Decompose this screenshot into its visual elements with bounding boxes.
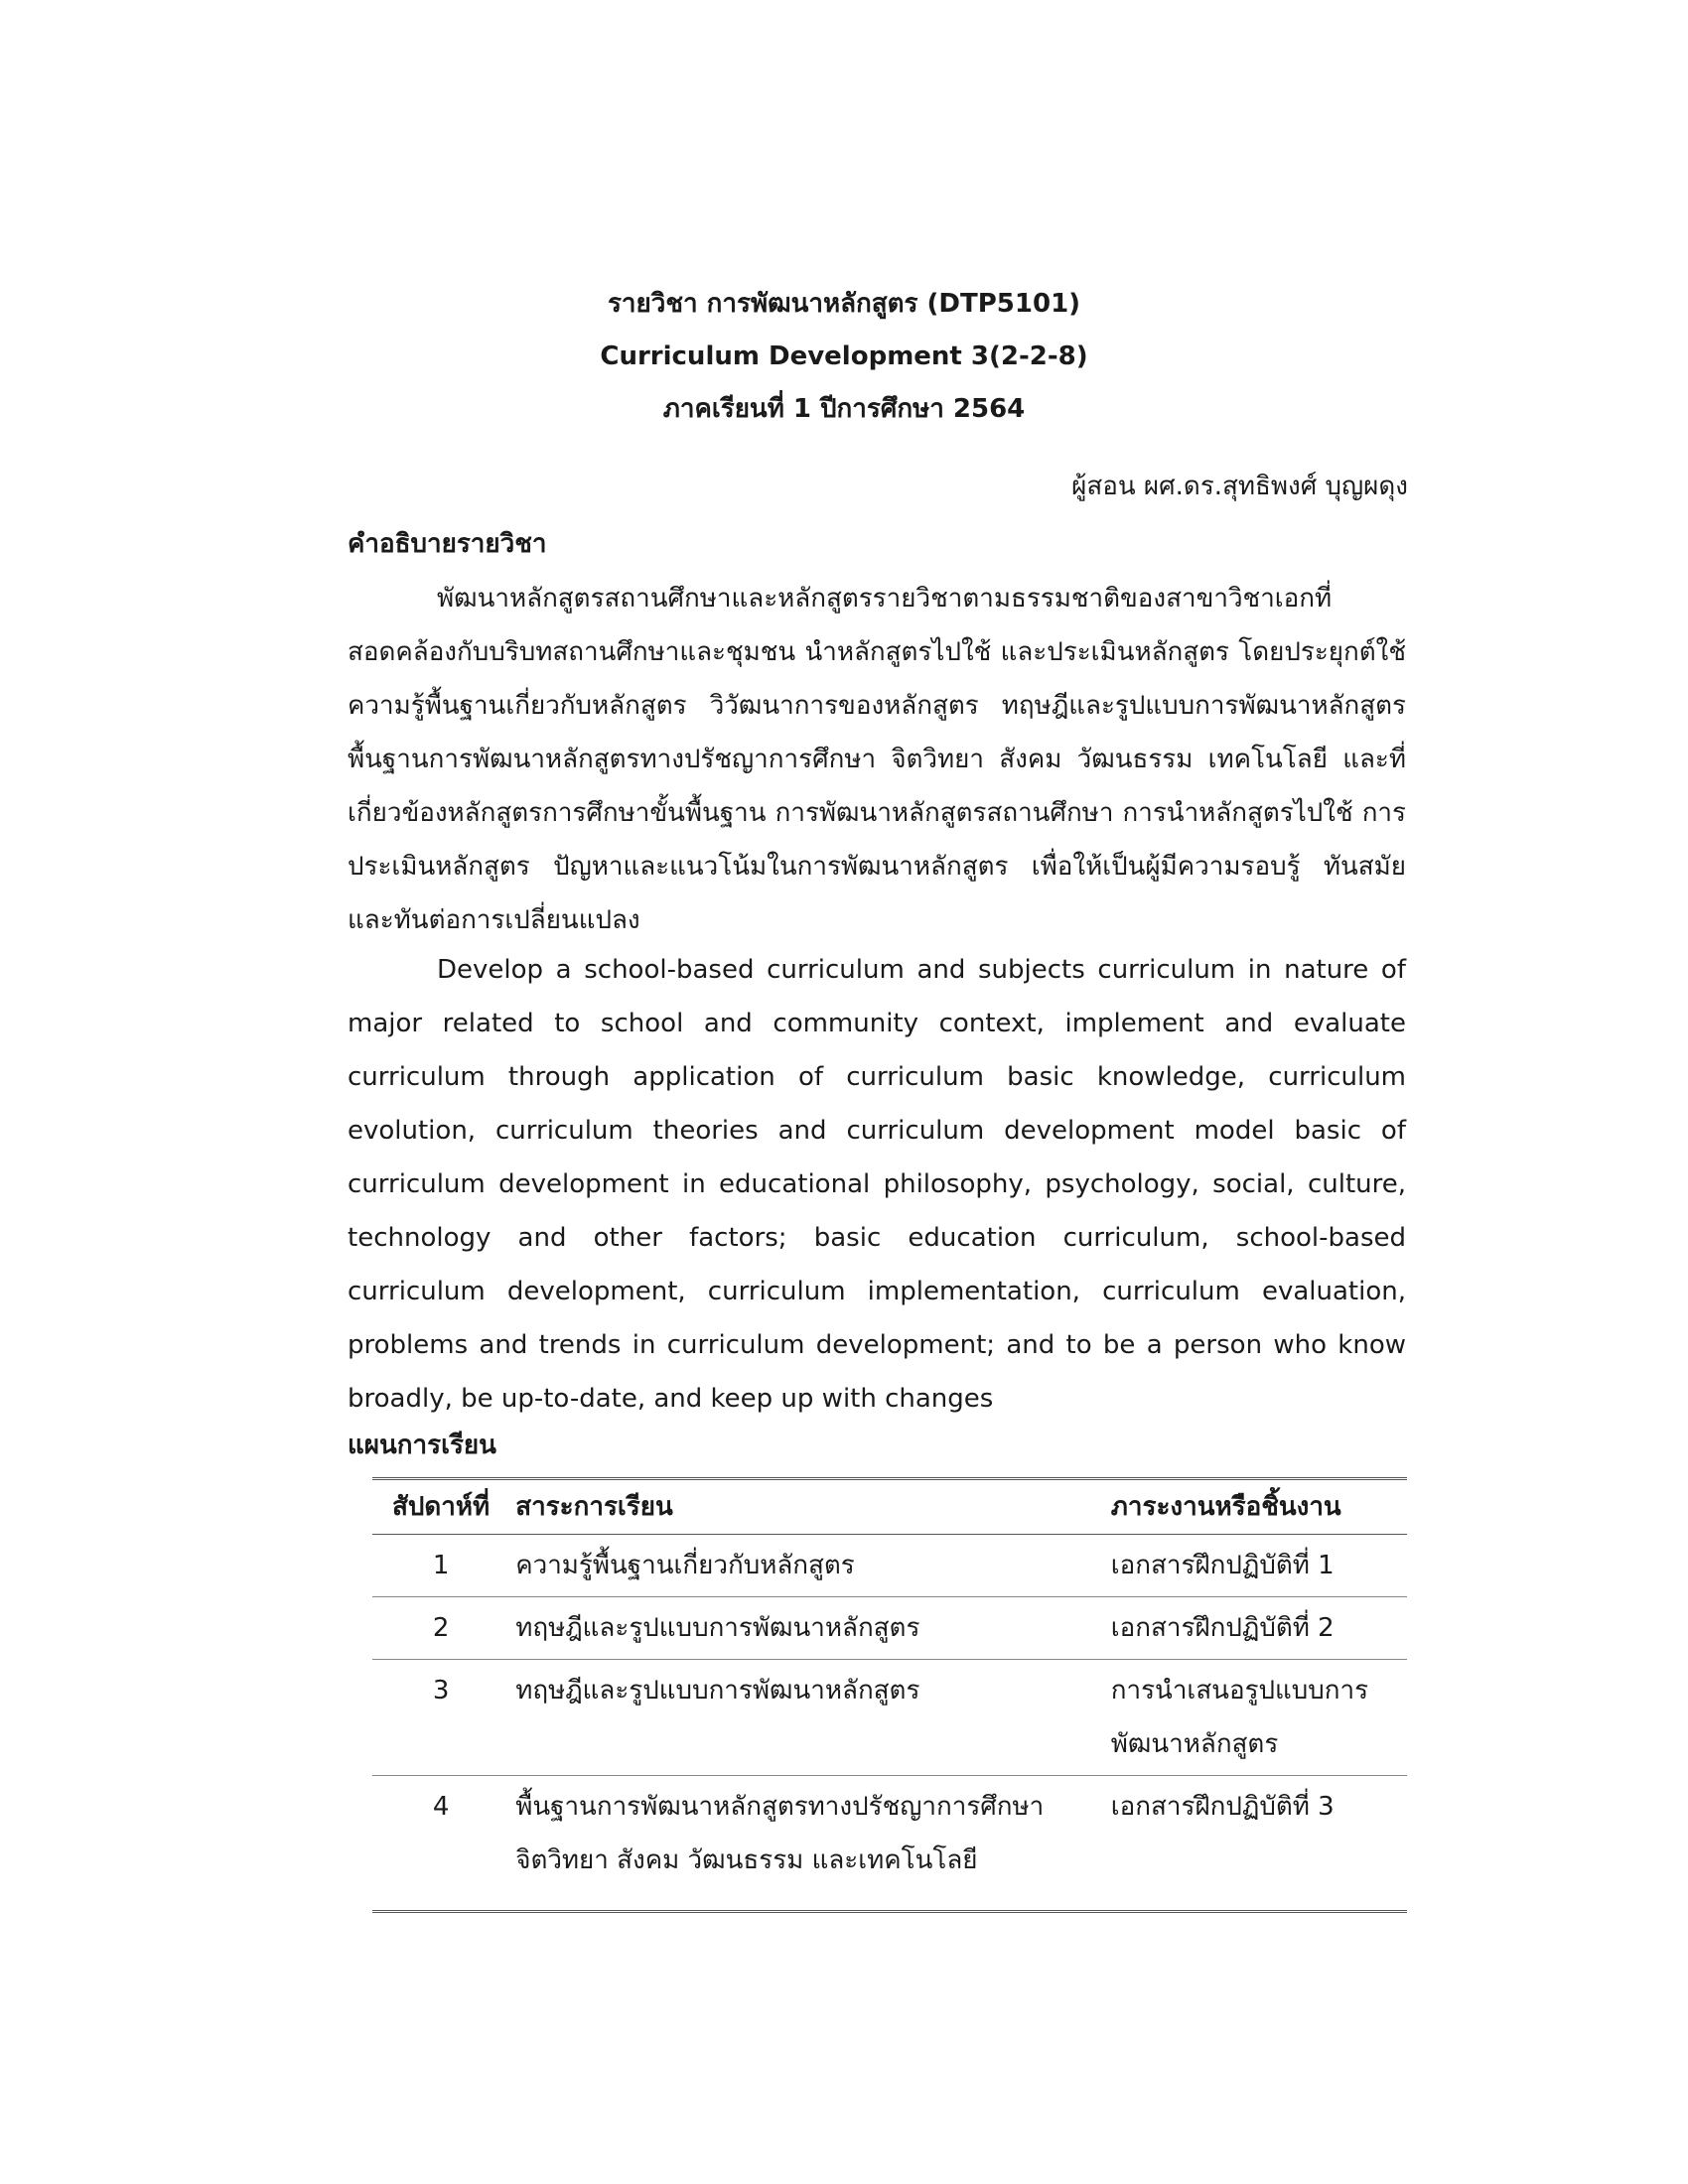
table-row: [372, 1535, 1407, 1597]
table-row: [372, 1660, 1407, 1776]
cell-week: 4: [432, 1792, 450, 1822]
table-header-row: [372, 1479, 1407, 1535]
cell-content: ทฤษฎีและรูปแบบการพัฒนาหลักสูตร: [515, 1676, 920, 1706]
thai-description-text: พัฒนาหลักสูตรสถานศึกษาและหลักสูตรรายวิชาตามธรรมชาติของสาขาวิชาเอกที่สอดคล้องกับบริบทสถานศึกษาและชุมชน นำหลักสูตรไปใช้ และประเมินหลักสูตร โดยประยุกต์ใช้ความรู้พื้นฐานเกี่ยวกับหลักสูตร วิวัฒนาการของหลักสูตร ทฤษฎีและรูปแบบการพัฒนาหลักสูตร พื้นฐานการพัฒนาหลักสูตรทางปรัชญาการศึกษา จิตวิทยา สังคม วัฒนธรรม เทคโนโลยี และที่เกี่ยวข้องหลักสูตรการศึกษาขั้นพื้นฐาน การพัฒนาหลักสูตรสถานศึกษา การนำหลักสูตรไปใช้ การประเมินหลักสูตร ปัญหาและแนวโน้มในการพัฒนาหลักสูตร เพื่อให้เป็นผู้มีความรอบรู้ ทันสมัยและทันต่อการเปลี่ยนแปลง: [348, 584, 1406, 935]
plan-heading: แผนการเรียน: [348, 1431, 496, 1460]
table-bottom-rule: [372, 1910, 1407, 1913]
cell-content: ทฤษฎีและรูปแบบการพัฒนาหลักสูตร: [515, 1613, 920, 1643]
cell-task: เอกสารฝึกปฏิบัติที่ 2: [1110, 1613, 1335, 1643]
cell-content: พื้นฐานการพัฒนาหลักสูตรทางปรัชญาการศึกษา จิตวิทยา สังคม วัฒนธรรม และเทคโนโลยี: [515, 1792, 1045, 1875]
title-block: [0, 278, 1688, 436]
course-title-english: Curriculum Development 3(2-2-8): [600, 341, 1088, 371]
cell-task: เอกสารฝึกปฏิบัติที่ 1: [1110, 1551, 1335, 1580]
cell-task: การนำเสนอรูปแบบการพัฒนาหลักสูตร: [1110, 1676, 1369, 1759]
thai-description: [348, 572, 1406, 947]
cell-task: เอกสารฝึกปฏิบัติที่ 3: [1110, 1792, 1335, 1822]
cell-week: 1: [432, 1551, 450, 1580]
cell-week: 2: [432, 1613, 450, 1643]
table-row: [372, 1776, 1407, 1892]
table-row: [372, 1597, 1407, 1660]
study-plan-table-wrapper: [372, 1477, 1407, 1891]
header-content: สาระการเรียน: [515, 1492, 673, 1522]
cell-content: ความรู้พื้นฐานเกี่ยวกับหลักสูตร: [515, 1551, 855, 1580]
cell-week: 3: [432, 1676, 450, 1706]
instructor-name: ผู้สอน ผศ.ดร.สุทธิพงศ์ บุญผดุง: [1071, 472, 1408, 501]
english-description-text: Develop a school-based curriculum and subjects curriculum in nature of major related to school and community context, implement and evaluate curriculum through application of curriculum basic knowledge, curriculum evolution, curriculum theories and curriculum development model basic of curriculum development in educational philosophy, psychology, social, culture, technology and other factors; basic education curriculum, school-based curriculum development, curriculum implementation, curriculum evaluation, problems and trends in curriculum development; and to be a person who know broadly, be up-to-date, and keep up with changes: [348, 955, 1406, 1414]
semester-label: ภาคเรียนที่ 1 ปีการศึกษา 2564: [662, 394, 1026, 424]
header-task: ภาระงานหรือชิ้นงาน: [1110, 1492, 1341, 1522]
header-week: สัปดาห์ที่: [392, 1492, 491, 1522]
description-heading: คำอธิบายรายวิชา: [348, 529, 547, 559]
english-description: [348, 943, 1406, 1426]
course-title-thai: รายวิชา การพัฒนาหลักสูตร (DTP5101): [607, 289, 1081, 319]
study-plan-table: [372, 1477, 1407, 1891]
